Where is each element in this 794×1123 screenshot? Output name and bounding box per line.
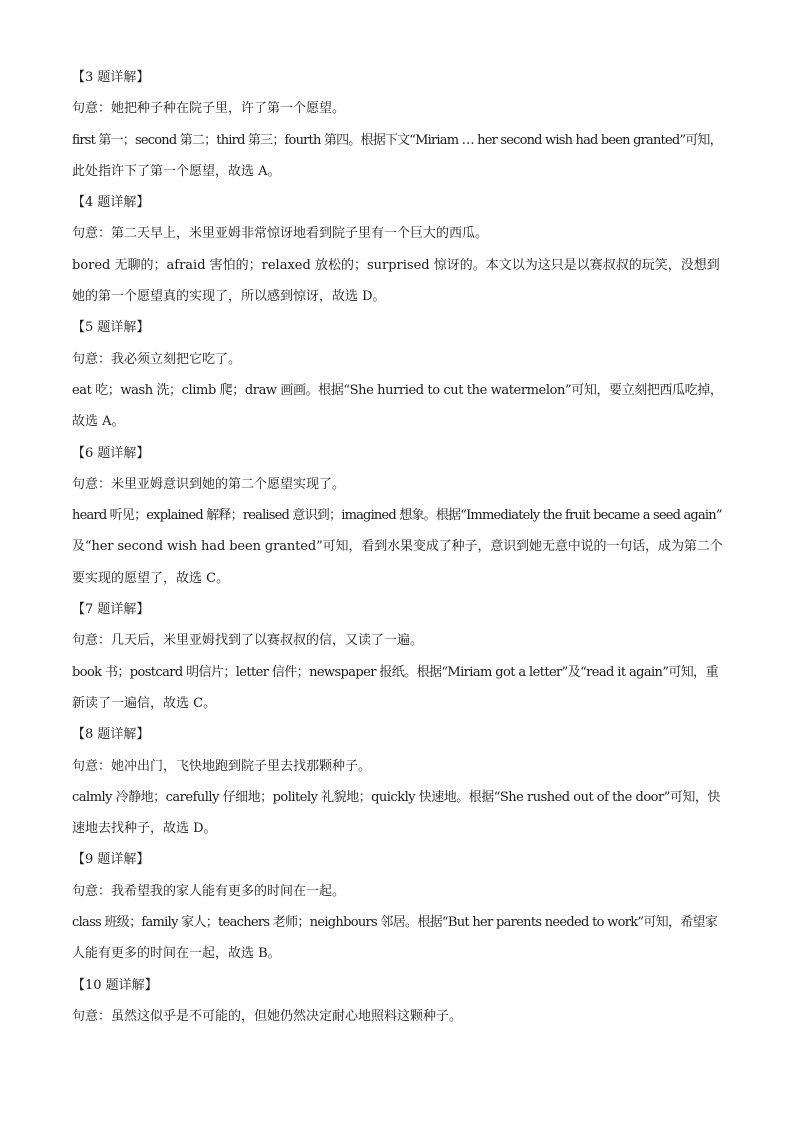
paragraph-line: heard 听见；explained 解释；realised 意识到；imagined 想象。根据“Immediately the fruit became a seed again” [72, 508, 722, 524]
paragraph-line: 此处指许下了第一个愿望，故选 A。 [72, 163, 281, 179]
paragraph-line: book 书；postcard 明信片；letter 信件；newspaper 报纸。根据“Miriam got a letter”及“read it again”可知，重 [72, 664, 718, 680]
section-heading: 【7 题详解】 [72, 602, 150, 618]
paragraph-line: 句意：她把种子种在院子里，许了第一个愿望。 [72, 101, 346, 117]
section-heading: 【4 题详解】 [72, 195, 150, 211]
paragraph-line: 句意：第二天早上，米里亚姆非常惊讶地看到院子里有一个巨大的西瓜。 [72, 226, 489, 242]
section-heading: 【3 题详解】 [72, 70, 150, 85]
paragraph-line: calmly 冷静地；carefully 仔细地；politely 礼貌地；quickly 快速地。根据“She rushed out of the door”可知，快 [72, 789, 720, 805]
paragraph-line: 她的第一个愿望真的实现了，所以感到惊讶，故选 D。 [72, 289, 386, 305]
section-heading: 【6 题详解】 [72, 445, 150, 461]
paragraph-line: bored 无聊的；afraid 害怕的；relaxed 放松的；surprised 惊讶的。本文以为这只是以赛叔叔的玩笑，没想到 [72, 257, 720, 273]
section-heading: 【10 题详解】 [72, 977, 158, 993]
section-heading: 【5 题详解】 [72, 320, 150, 336]
paragraph-line: 故选 A。 [72, 414, 125, 430]
paragraph-line: class 班级；family 家人；teachers 老师；neighbours 邻居。根据“But her parents needed to work”可知，希望家 [72, 915, 718, 931]
paragraph-line: 人能有更多的时间在一起，故选 B。 [72, 946, 281, 962]
paragraph-line: 速地去找种子，故选 D。 [72, 821, 217, 837]
paragraph-line: 新读了一遍信，故选 C。 [72, 695, 217, 711]
paragraph-line: 要实现的愿望了，故选 C。 [72, 570, 230, 586]
paragraph-line: 句意：虽然这似乎是不可能的，但她仍然决定耐心地照料这颗种子。 [72, 1008, 463, 1024]
document-page [72, 62, 724, 1032]
paragraph-line: 句意：我必须立刻把它吃了。 [72, 351, 242, 367]
paragraph-line: 句意：她冲出门，飞快地跑到院子里去找那颗种子。 [72, 758, 372, 774]
paragraph-line: 及“her second wish had been granted”可知，看到水果变成了种子，意识到她无意中说的一句话，成为第二个 [72, 539, 723, 555]
paragraph-line: 句意：我希望我的家人能有更多的时间在一起。 [72, 883, 346, 899]
section-heading: 【8 题详解】 [72, 727, 150, 743]
paragraph-line: first 第一；second 第二；third 第三；fourth 第四。根据下文“Miriam … her second wish had been granted”可知， [72, 132, 722, 148]
paragraph-line: 句意：几天后，米里亚姆找到了以赛叔叔的信，又读了一遍。 [72, 633, 424, 649]
paragraph-line: eat 吃；wash 洗；climb 爬；draw 画画。根据“She hurried to cut the watermelon”可知，要立刻把西瓜吃掉， [72, 382, 723, 398]
paragraph-line: 句意：米里亚姆意识到她的第二个愿望实现了。 [72, 476, 346, 492]
section-heading: 【9 题详解】 [72, 852, 150, 868]
